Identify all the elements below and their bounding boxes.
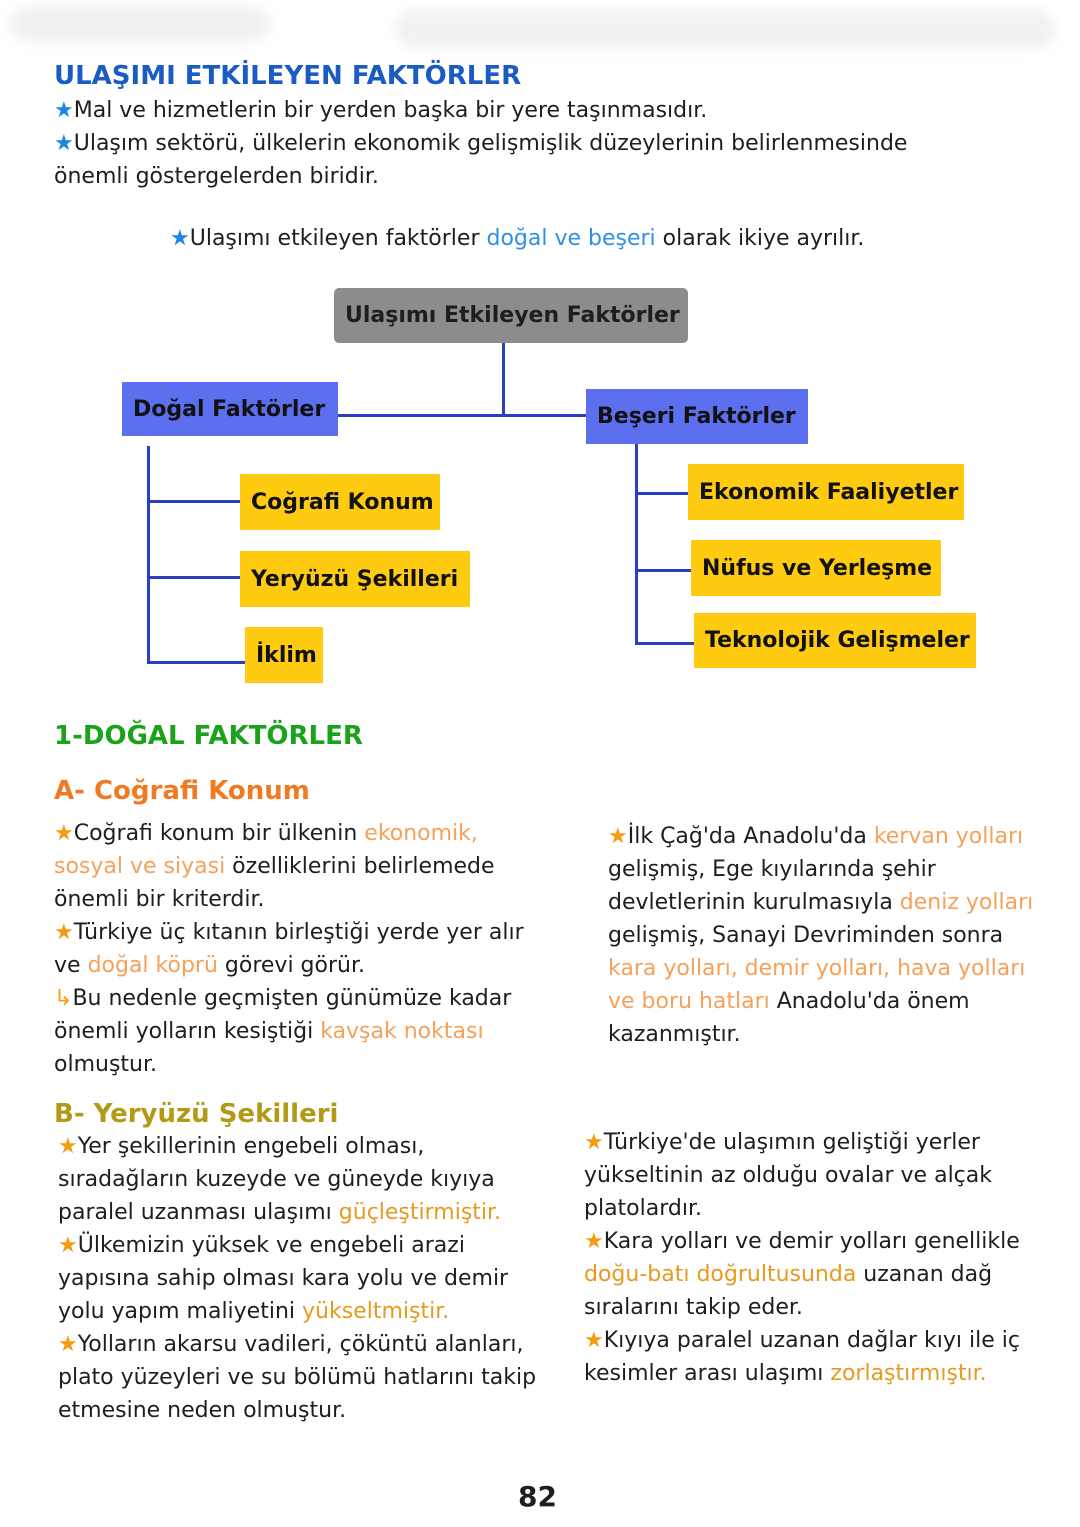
highlight-text: güçleştirmiştir. (338, 1200, 502, 1225)
highlight-text: zorlaştırmıştır. (830, 1361, 987, 1386)
intro-line-3: ★Ulaşımı etkileyen faktörler doğal ve beşeri olarak ikiye ayrılır. (170, 226, 865, 251)
subheading-yeryuzu-sekilleri: B- Yeryüzü Şekilleri (54, 1099, 339, 1129)
star-icon: ★ (584, 1229, 604, 1254)
connector-line (635, 492, 689, 495)
yeryuzu-left-text: ★Yer şekillerinin engebeli olması, sıradağların kuzeyde ve güneyde kıyıya paralel uzanması ulaşımı güçleştirmiştir. ★Ülkemizin yüksek ve engebeli arazi yapısına sahip olması kara yolu ve demir yolu yapım maliyetini yükseltmiştir. ★Yolların akarsu vadileri, çöküntü alanları, plato yüzeyleri ve su bölümü hatlarını takip etmesine neden olmuştur. (58, 1134, 537, 1423)
star-icon: ★ (170, 226, 190, 251)
yeryuzu-right-text: ★Türkiye'de ulaşımın geliştiği yerler yükseltinin az olduğu ovalar ve alçak platolardır. ★Kara yolları ve demir yolları genellikle doğu-batı doğrultusunda uzanan dağ sıralarını takip eder. ★Kıyıya paralel uzanan dağlar kıyı ile iç kesimler arası ulaşımı zorlaştırmıştır. (584, 1130, 1020, 1386)
blurred-header-right (395, 10, 1055, 48)
connector-line (147, 576, 241, 579)
star-icon: ★ (54, 98, 74, 123)
star-icon: ★ (58, 1332, 78, 1357)
star-icon: ★ (54, 821, 74, 846)
page-title: ULAŞIMI ETKİLEYEN FAKTÖRLER (54, 61, 522, 91)
star-icon: ★ (584, 1328, 604, 1353)
diagram-human-box: Beşeri Faktörler (586, 389, 808, 444)
page-number: 82 (518, 1480, 557, 1513)
diagram-box-yeryuzu-sekilleri: Yeryüzü Şekilleri (240, 551, 470, 607)
highlight-text: doğal ve beşeri (486, 226, 656, 251)
blurred-header-left (10, 6, 270, 42)
connector-line (635, 569, 692, 572)
star-icon: ★ (54, 131, 74, 156)
highlight-text: ekonomik, sosyal ve siyasi (54, 821, 478, 879)
section-heading-natural: 1-DOĞAL FAKTÖRLER (54, 721, 363, 751)
highlight-text: kavşak noktası (320, 1019, 484, 1044)
curved-arrow-icon: ↳ (54, 986, 73, 1011)
star-icon: ★ (58, 1233, 78, 1258)
star-icon: ★ (608, 824, 628, 849)
cografi-konum-left-text: ★Coğrafi konum bir ülkenin ekonomik, sosyal ve siyasi özelliklerini belirlemede önemli bir kriterdir. ★Türkiye üç kıtanın birleştiği yerde yer alır ve doğal köprü görevi görür. ↳Bu nedenle geçmişten günümüze kadar önemli yolların kesiştiği kavşak noktası olmuştur. (54, 821, 524, 1077)
connector-line (635, 444, 638, 645)
highlight-text: kervan yolları (873, 824, 1024, 849)
diagram-natural-box: Doğal Faktörler (122, 382, 338, 436)
diagram-box-teknolojik-gelismeler: Teknolojik Gelişmeler (694, 613, 976, 668)
intro-line-2: ★Ulaşım sektörü, ülkelerin ekonomik gelişmişlik düzeylerinin belirlenmesinde önemli göstergelerden biridir. (54, 131, 908, 189)
subheading-cografi-konum: A- Coğrafi Konum (54, 776, 310, 806)
diagram-box-ekonomik-faaliyetler: Ekonomik Faaliyetler (688, 464, 964, 520)
connector-line (147, 661, 245, 664)
star-icon: ★ (54, 920, 74, 945)
connector-line (635, 642, 694, 645)
star-icon: ★ (584, 1130, 604, 1155)
diagram-box-iklim: İklim (245, 627, 323, 683)
intro-line-1: ★Mal ve hizmetlerin bir yerden başka bir yere taşınmasıdır. (54, 98, 708, 123)
connector-line (147, 500, 241, 503)
connector-line (147, 446, 150, 663)
highlight-text: yükseltmiştir. (302, 1299, 450, 1324)
connector-line (502, 343, 505, 417)
highlight-text: kara yolları, demir yolları, hava yolları ve boru hatları (608, 956, 1026, 1014)
diagram-box-nufus-yerlesme: Nüfus ve Yerleşme (691, 540, 941, 596)
cografi-konum-right-text: ★İlk Çağ'da Anadolu'da kervan yolları gelişmiş, Ege kıyılarında şehir devletlerinin kurulmasıyla deniz yolları gelişmiş, Sanayi Devriminden sonra kara yolları, demir yolları, hava yolları ve boru hatları Anadolu'da önem kazanmıştır. (608, 824, 1034, 1047)
highlight-text: deniz yolları (899, 890, 1034, 915)
highlight-text: doğu-batı doğrultusunda (584, 1262, 857, 1287)
connector-line (338, 414, 586, 417)
diagram-root-box: Ulaşımı Etkileyen Faktörler (334, 288, 688, 343)
diagram-box-cografi-konum: Coğrafi Konum (240, 474, 440, 530)
highlight-text: doğal köprü (87, 953, 218, 978)
star-icon: ★ (58, 1134, 78, 1159)
